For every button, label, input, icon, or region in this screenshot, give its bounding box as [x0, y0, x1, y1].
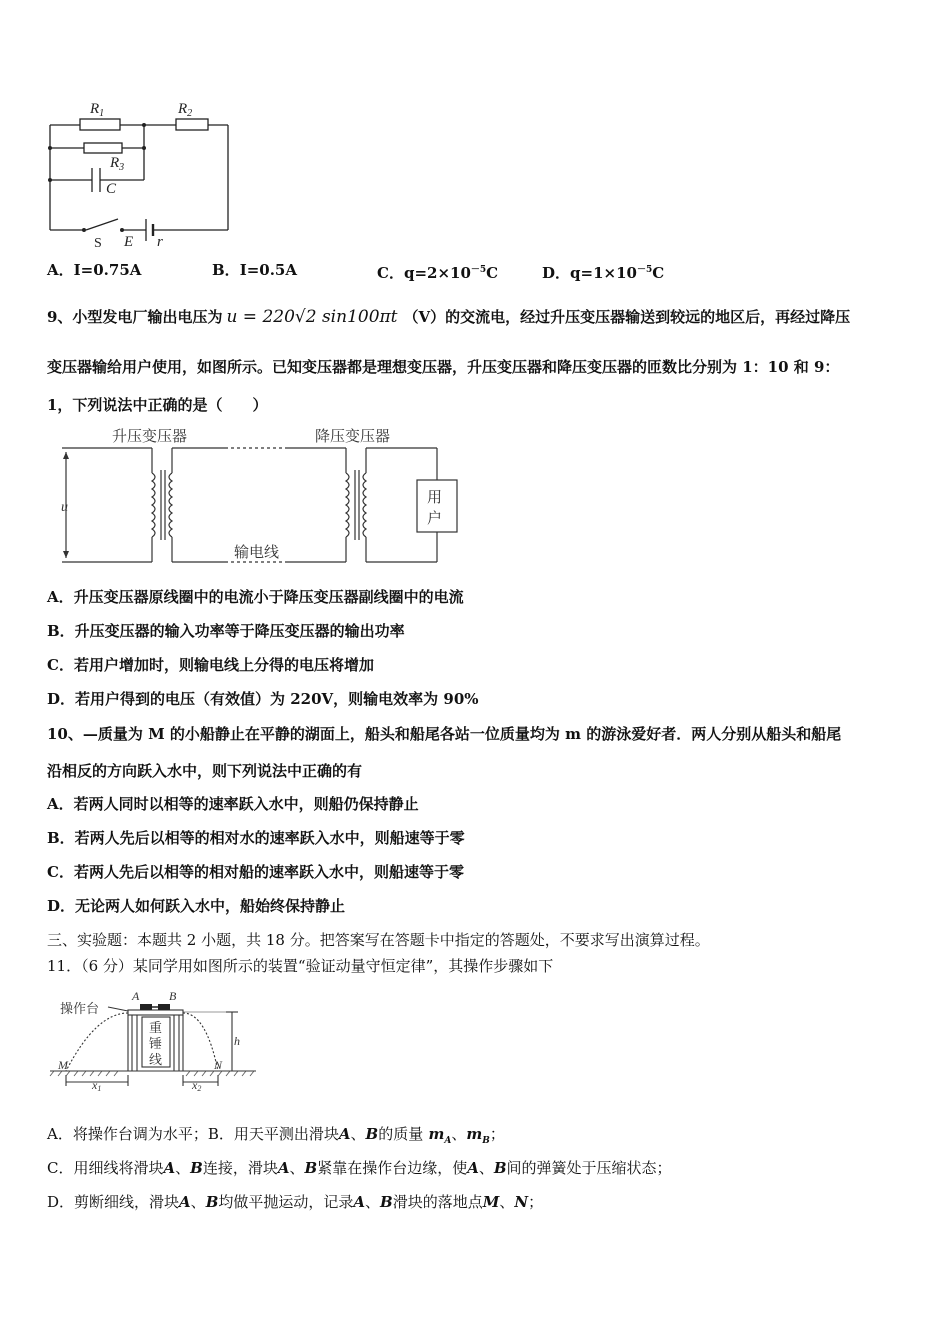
- label-line: 输电线: [234, 545, 280, 561]
- q8-option-b[interactable]: B．I=0.5A: [212, 261, 298, 279]
- q8-option-c[interactable]: C．$q=2\times 10^{-5}C$: [377, 264, 499, 282]
- label-x2: x2: [192, 1078, 202, 1093]
- label-b: B: [169, 989, 177, 1003]
- label-r1: $R_1$: [90, 101, 105, 119]
- q10-option-b[interactable]: B．若两人先后以相等的相对水的速率跃入水中，则船速等于零: [47, 829, 465, 847]
- q10-option-c[interactable]: C．若两人先后以相等的相对船的速率跃入水中，则船速等于零: [47, 863, 464, 881]
- q9-formula: u = 220√2 sin100πt: [226, 307, 398, 327]
- q10-option-d[interactable]: D．无论两人如何跃入水中，船始终保持静止: [47, 897, 346, 915]
- q8-option-a[interactable]: A．I=0.75A: [47, 261, 142, 279]
- label-m: M: [58, 1058, 68, 1072]
- q11-step-d: D．剪断细线，滑块A、B均做平抛运动，记录A、B滑块的落地点M、N；: [47, 1193, 544, 1211]
- label-r3: $R_3$: [110, 155, 125, 173]
- label-a: A: [132, 989, 140, 1003]
- q11-title: 11．（6 分）某同学用如图所示的装置“验证动量守恒定律”，其操作步骤如下: [47, 957, 554, 975]
- q10-line2: 沿相反的方向跃入水中，则下列说法中正确的有: [47, 762, 363, 780]
- q11-step-c: C．用细线将滑块A、B连接，滑块A、B紧靠在操作台边缘，使A、B间的弹簧处于压缩状态；: [47, 1159, 672, 1177]
- label-step-down: 降压变压器: [315, 429, 391, 445]
- q9-option-b[interactable]: B．升压变压器的输入功率等于降压变压器的输出功率: [47, 622, 405, 640]
- label-u: u: [61, 500, 68, 515]
- q9-line2: 变压器输给用户使用，如图所示。已知变压器都是理想变压器，升压变压器和降压变压器的匝数比分别为 1：10 和 9：: [47, 358, 840, 376]
- table-top: [128, 1010, 183, 1015]
- q9-line1: 9、小型发电厂输出电压为 u = 220√2 sin100πt （V）的交流电，经过升压变压器输送到较远的地区后，再经过降压: [47, 307, 851, 327]
- label-r: r: [157, 234, 163, 250]
- slider-b: [158, 1004, 170, 1010]
- label-plumb-1: 重: [149, 1020, 163, 1035]
- label-user-1: 用: [427, 490, 443, 506]
- label-plumb-3: 线: [149, 1052, 163, 1067]
- label-platform: 操作台: [60, 1001, 100, 1016]
- q10-line1: 10、—质量为 M 的小船静止在平静的湖面上，船头和船尾各站一位质量均为 m 的游泳爱好者．两人分别从船头和船尾: [47, 725, 842, 743]
- q9-line3: 1，下列说法中正确的是（ ）: [47, 396, 268, 414]
- circuit-diagram: [44, 95, 236, 250]
- label-e: E: [124, 234, 134, 250]
- q11-step-a-b: A．将操作台调为水平；B．用天平测出滑块A、B的质量 $m_A$、$m_B$；: [47, 1125, 505, 1146]
- momentum-apparatus-diagram: [46, 985, 260, 1095]
- resistor-r1: [80, 119, 120, 130]
- label-x1: x1: [92, 1078, 102, 1093]
- q10-option-a[interactable]: A．若两人同时以相等的速率跃入水中，则船仍保持静止: [47, 795, 419, 813]
- resistor-r2: [176, 119, 208, 130]
- section-3-heading: 三、实验题：本题共 2 小题，共 18 分。把答案写在答题卡中指定的答题处，不要求写出演算过程。: [47, 931, 710, 949]
- q9-option-c[interactable]: C．若用户增加时，则输电线上分得的电压将增加: [47, 656, 374, 674]
- slider-a: [140, 1004, 152, 1010]
- label-h: h: [234, 1034, 240, 1048]
- q8-option-d[interactable]: D．$q=1\times 10^{-5}C$: [542, 264, 665, 282]
- label-c: C: [106, 181, 117, 197]
- label-s: S: [94, 236, 102, 250]
- label-plumb-2: 锤: [149, 1036, 163, 1051]
- switch-blade: [86, 219, 118, 230]
- transformer-diagram: [50, 425, 470, 570]
- label-r2: $R_2$: [178, 101, 193, 119]
- label-n: N: [214, 1058, 223, 1072]
- q9-option-a[interactable]: A．升压变压器原线圈中的电流小于降压变压器副线圈中的电流: [47, 588, 464, 606]
- label-step-up: 升压变压器: [112, 429, 188, 445]
- q9-option-d[interactable]: D．若用户得到的电压（有效值）为 220V，则输电效率为 90%: [47, 690, 479, 708]
- resistor-r3: [84, 143, 122, 153]
- label-user-2: 户: [427, 511, 443, 527]
